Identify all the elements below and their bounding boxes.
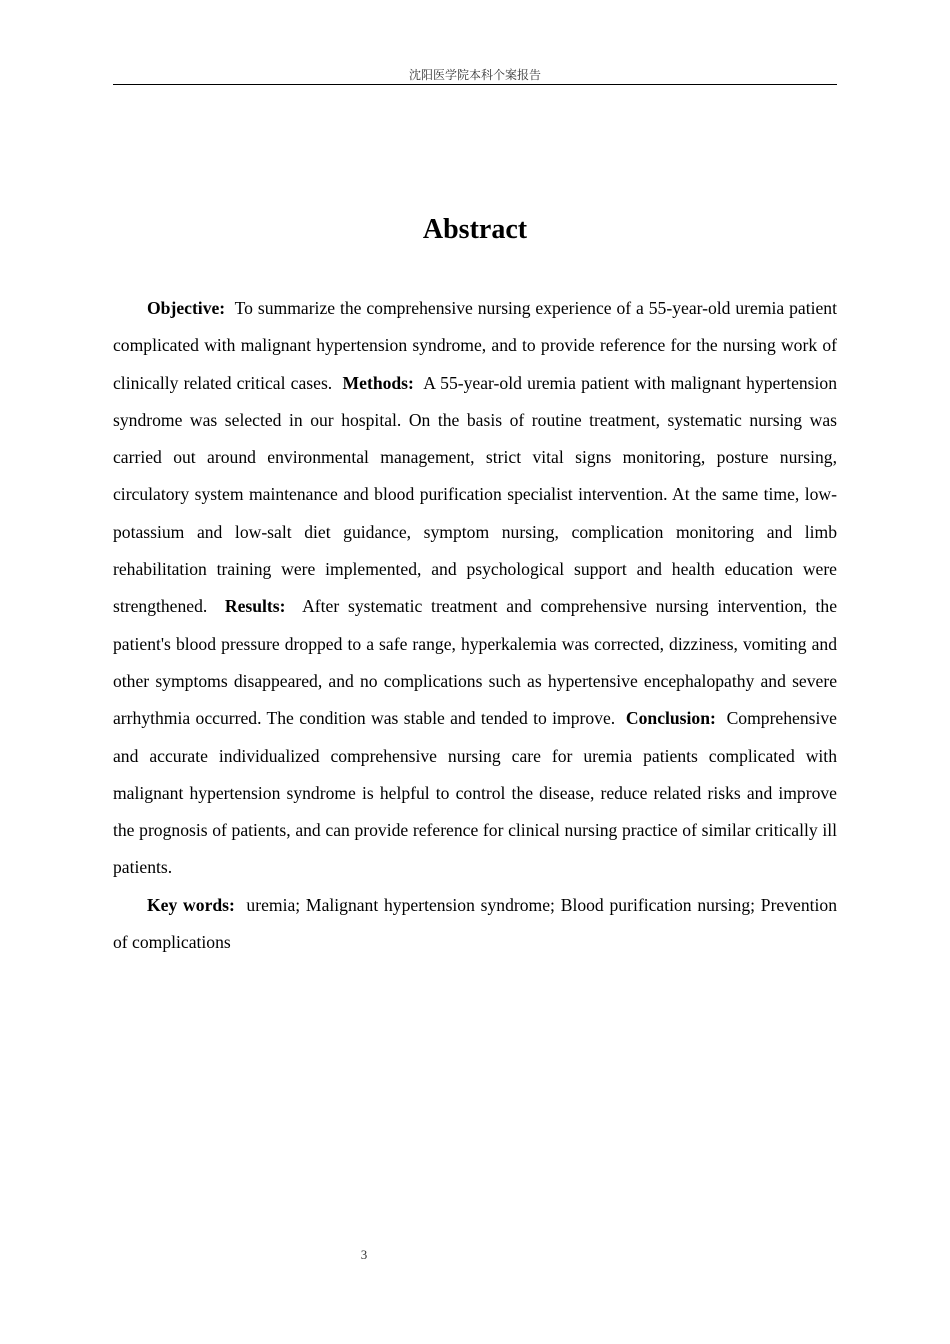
conclusion-text: Comprehensive and accurate individualized comprehensive nursing care for uremia patients complicated with malignant hypertension syndrome is helpful to control the disease, reduce related risks and improve the prognosis of patients, and can provide reference for clinical nursing practice of similar critically ill patients. <box>113 708 837 878</box>
results-text: After systematic treatment and comprehensive nursing intervention, the patient's blood pressure dropped to a safe range, hyperkalemia was corrected, dizziness, vomiting and other symptoms disappeared, and no complications such as hypertensive encephalopathy and severe arrhythmia occurred. The condition was stable and tended to improve. <box>113 596 838 729</box>
results-label: Results: <box>224 596 286 617</box>
page-number: 3 <box>360 1247 368 1262</box>
page-header <box>113 66 837 85</box>
abstract-title: Abstract <box>422 214 528 245</box>
methods-text: A 55-year-old uremia patient with malignant hypertension syndrome was selected in our hospital. On the basis of routine treatment, systematic nursing was carried out around environmental management, strict vital signs monitoring, posture nursing, circulatory system maintenance and blood purification specialist intervention. At the same time, low-potassium and low-salt diet guidance, symptom nursing, complication monitoring and limb rehabilitation training were implemented, and psychological support and health education were strengthened. <box>113 372 837 617</box>
keywords-label: Key words: <box>147 894 235 915</box>
header-text: 沈阳医学院本科个案报告 <box>408 68 541 82</box>
objective-label: Objective: <box>147 298 226 318</box>
objective-text: To summarize the comprehensive nursing experience of a 55-year-old uremia patient complicated with malignant hypertension syndrome, and to provide reference for the nursing work of clinically related critical cases. <box>113 298 837 393</box>
abstract-paragraph <box>113 290 837 887</box>
keywords-text: uremia; Malignant hypertension syndrome; Blood purification nursing; Prevention of complications <box>113 894 838 953</box>
methods-label: Methods: <box>342 372 414 393</box>
keywords-paragraph <box>113 887 837 962</box>
abstract-body <box>113 290 837 961</box>
conclusion-label: Conclusion: <box>625 708 716 729</box>
